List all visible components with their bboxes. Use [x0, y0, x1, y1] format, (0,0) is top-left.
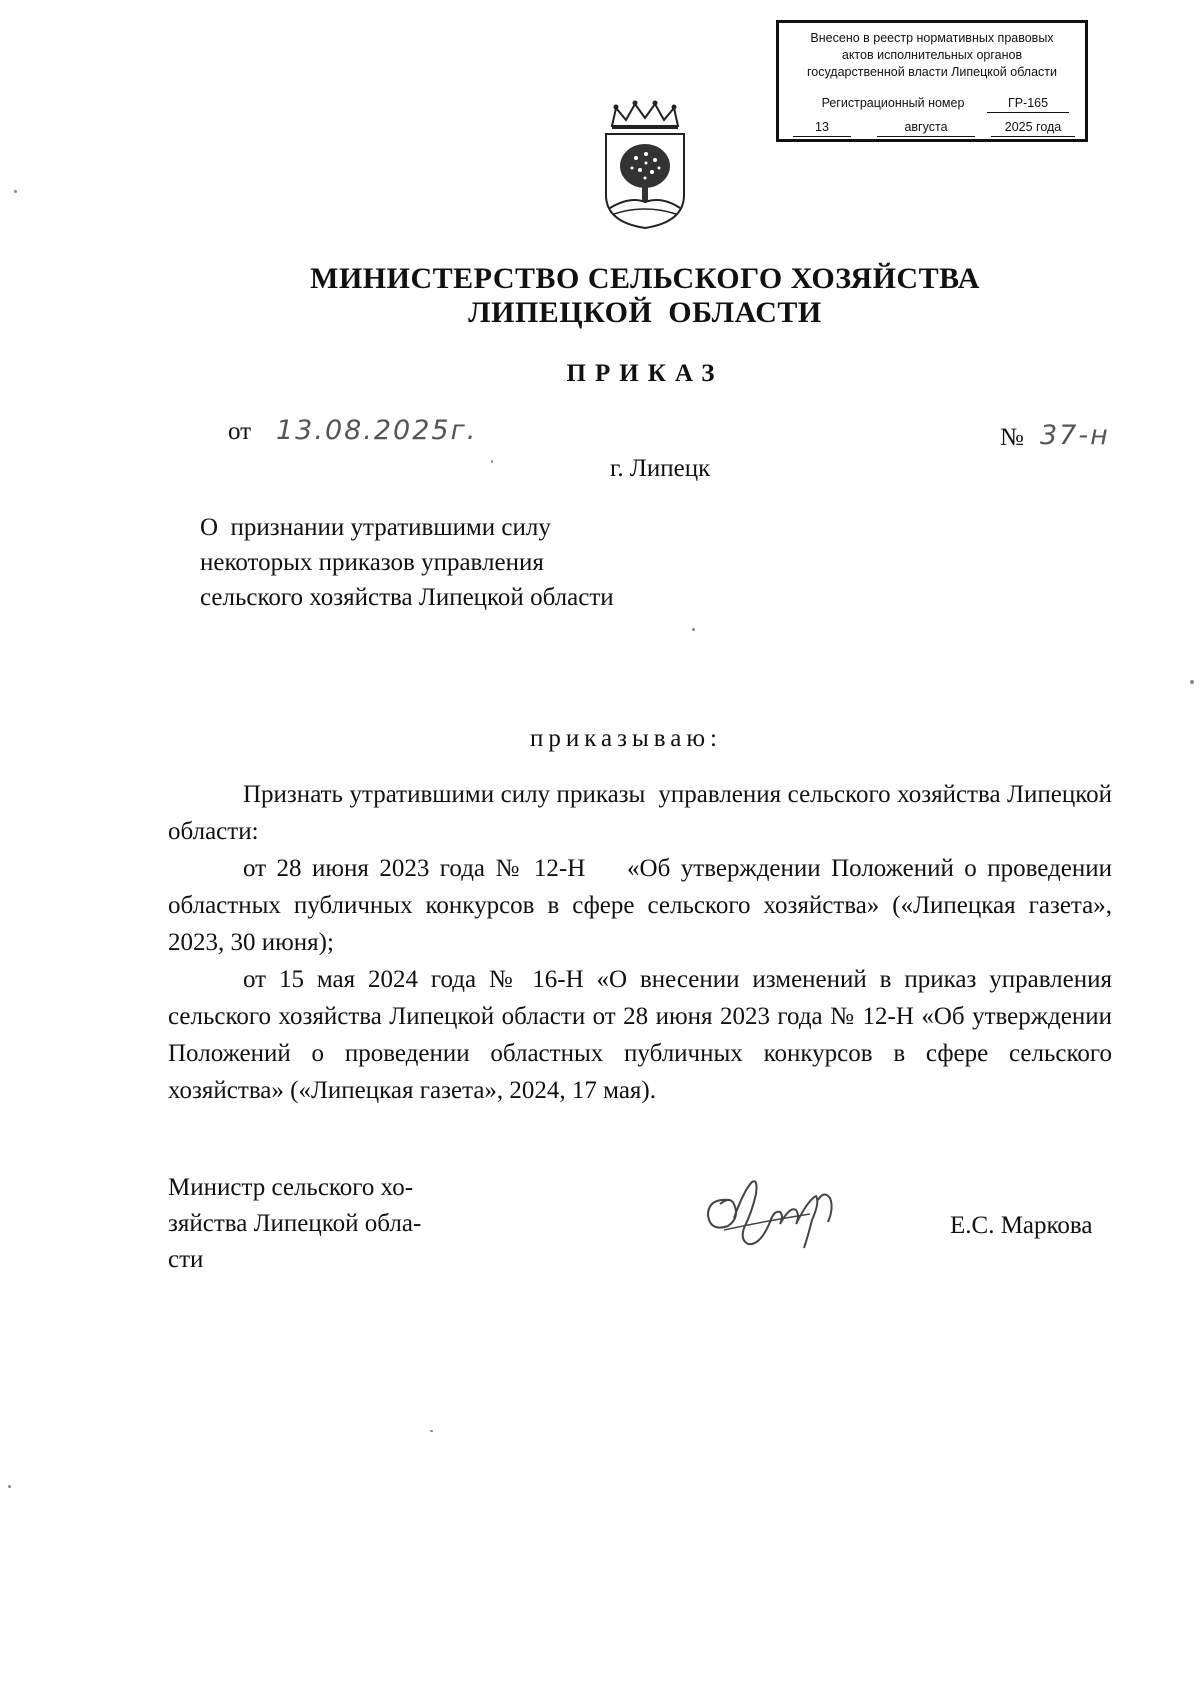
date-label: от	[228, 418, 252, 445]
signer-name: Е.С. Маркова	[950, 1212, 1093, 1239]
scan-speck	[692, 628, 695, 631]
scan-speck	[430, 1430, 433, 1432]
body-paragraph: Признать утратившими силу приказы управления сельского хозяйства Липецкой области:	[168, 781, 1119, 845]
scan-speck	[491, 460, 493, 463]
ministry-title-line2: ЛИПЕЦКОЙ ОБЛАСТИ	[468, 296, 822, 329]
reg-month: августа	[877, 119, 975, 137]
scan-speck	[8, 1485, 11, 1488]
handwritten-signature	[700, 1160, 860, 1255]
document-type: ПРИКАЗ	[566, 360, 724, 387]
subject-line: сельского хозяйства Липецкой области	[200, 584, 614, 611]
reg-year: 2025 года	[991, 119, 1075, 137]
ministry-title	[0, 262, 1200, 330]
signer-title	[168, 1170, 478, 1278]
reg-number: ГР-165	[987, 95, 1069, 113]
registry-stamp-line: актов исполнительных органов	[841, 48, 1023, 62]
registry-stamp-line: Внесено в реестр нормативных правовых	[810, 31, 1054, 45]
coat-of-arms-icon	[600, 100, 690, 235]
subject-line: некоторых приказов управления	[200, 549, 544, 576]
registry-stamp-line: государственной власти Липецкой области	[806, 65, 1058, 79]
city: г. Липецк	[610, 455, 711, 482]
document-subject	[200, 510, 720, 615]
signer-title-line: зяйства Липецкой обла-	[168, 1210, 422, 1237]
registry-stamp	[776, 20, 1088, 142]
signer-title-line: Министр сельского хо-	[168, 1174, 414, 1201]
body-paragraph: от 15 мая 2024 года № 16-Н «О внесении изменений в приказ управления сельского хозяйства Липецкой области от 28 июня 2023 года № 12-Н «Об утверждении Положений о проведении областных публичных конкурсов в сфере сельского хозяйства» («Липецкая газета», 2024, 17 мая).	[168, 966, 1112, 1104]
reg-number-label: Регистрационный номер	[821, 96, 965, 110]
signer-title-line: сти	[168, 1246, 204, 1273]
handwritten-date: 13.08.2025г.	[276, 415, 478, 446]
scan-speck	[1190, 680, 1194, 684]
orders-word: приказываю:	[530, 725, 722, 752]
subject-line: О признании утратившими силу	[200, 514, 551, 541]
document-body	[168, 776, 1119, 1109]
ministry-title-line1: МИНИСТЕРСТВО СЕЛЬСКОГО ХОЗЯЙСТВА	[310, 262, 980, 295]
scan-speck	[14, 190, 17, 193]
reg-day: 13	[793, 119, 851, 137]
handwritten-number: 37-н	[1040, 420, 1110, 451]
body-paragraph: от 28 июня 2023 года № 12-Н «Об утверждении Положений о проведении областных публичных конкурсов в сфере сельского хозяйства» («Липецкая газета», 2023, 30 июня);	[168, 855, 1119, 956]
registry-stamp-text	[779, 30, 1085, 81]
number-label: №	[1000, 424, 1024, 451]
